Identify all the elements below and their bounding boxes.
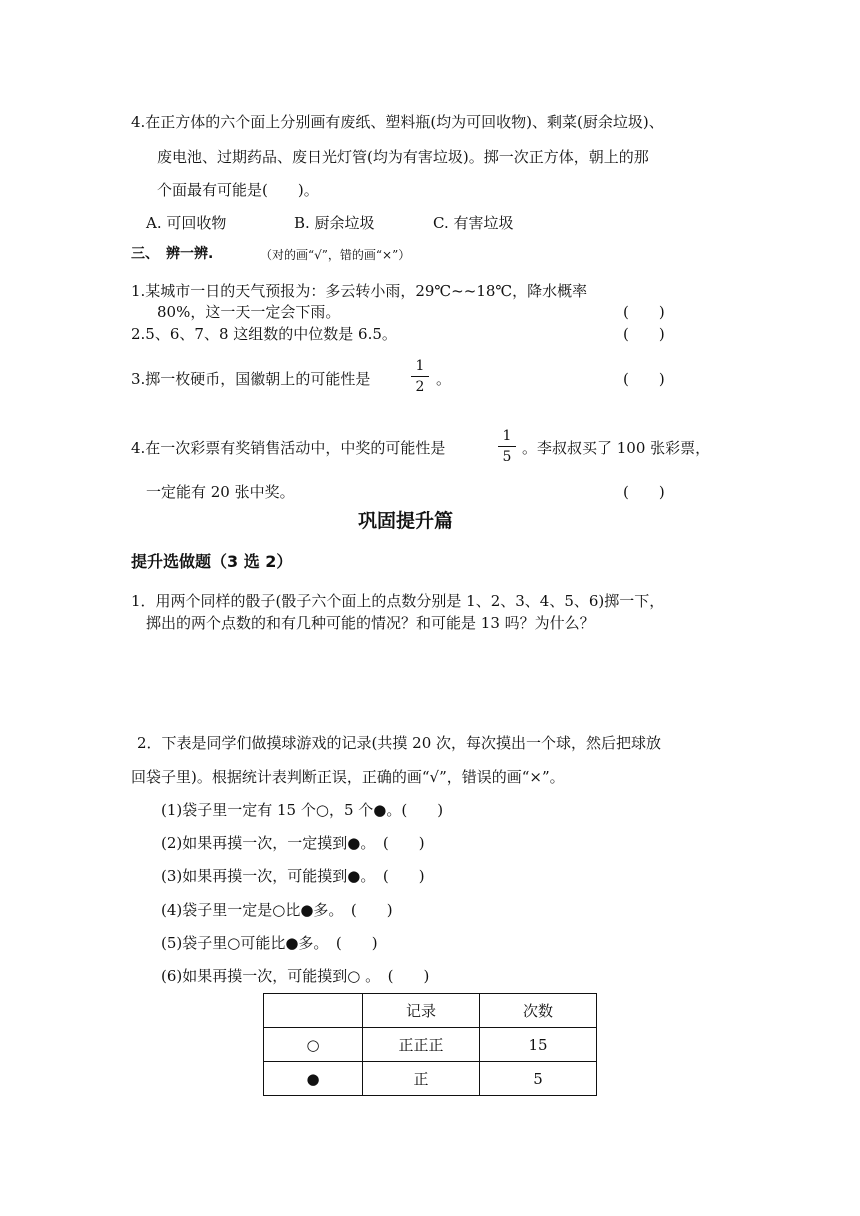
q4-line3: 个面最有可能是( )。 bbox=[157, 181, 319, 199]
p2-item5: (5)袋子里○可能比●多。 ( ) bbox=[161, 934, 378, 952]
p1-line1: 1．用两个同样的骰子(骰子六个面上的点数分别是 1、2、3、4、5、6)掷一下， bbox=[131, 592, 665, 610]
s3-item3-answer-paren[interactable]: ( ) bbox=[623, 370, 665, 388]
s3-item4-text: 4.在一次彩票有奖销售活动中，中奖的可能性是 bbox=[131, 439, 446, 457]
s3-item4-after: 。李叔叔买了 100 张彩票， bbox=[522, 439, 711, 457]
s3-item4-fraction bbox=[498, 428, 516, 465]
table-cell: ● bbox=[264, 1062, 363, 1096]
s3-item1-line1: 1.某城市一日的天气预报为：多云转小雨，29℃~~18℃，降水概率 bbox=[131, 282, 588, 300]
table-row bbox=[264, 1062, 597, 1096]
table-cell: 15 bbox=[480, 1028, 597, 1062]
table-cell: ○ bbox=[264, 1028, 363, 1062]
table-header-row bbox=[264, 994, 597, 1028]
table-cell: 正正正 bbox=[363, 1028, 480, 1062]
fraction-denominator: 2 bbox=[415, 379, 425, 395]
q4-option-c: C. 有害垃圾 bbox=[433, 214, 514, 232]
subheading: 提升选做题（3 选 2） bbox=[131, 552, 293, 571]
table-header-cell: 次数 bbox=[480, 994, 597, 1028]
s3-item1-answer-paren[interactable]: ( ) bbox=[623, 303, 665, 321]
p2-line2: 回袋子里)。根据统计表判断正误，正确的画“√”，错误的画“×”。 bbox=[131, 768, 565, 786]
p2-item3: (3)如果再摸一次，可能摸到●。 ( ) bbox=[161, 867, 425, 885]
table-row bbox=[264, 1028, 597, 1062]
q4-option-a: A. 可回收物 bbox=[146, 214, 227, 232]
s3-item3-text: 3.掷一枚硬币，国徽朝上的可能性是 bbox=[131, 370, 371, 388]
table-cell: 正 bbox=[363, 1062, 480, 1096]
s3-item3-after: 。 bbox=[436, 370, 452, 388]
record-table bbox=[263, 993, 597, 1096]
s3-item2-answer-paren[interactable]: ( ) bbox=[623, 325, 665, 343]
p2-line1: 2．下表是同学们做摸球游戏的记录(共摸 20 次，每次摸出一个球，然后把球放 bbox=[137, 734, 662, 752]
fraction-numerator: 1 bbox=[502, 428, 512, 444]
fraction-bar bbox=[498, 446, 516, 447]
section3-note: （对的画“√”，错的画“×”） bbox=[260, 248, 411, 262]
table-header-cell: 记录 bbox=[363, 994, 480, 1028]
q4-line1: 4.在正方体的六个面上分别画有废纸、塑料瓶(均为可回收物)、剩菜(厨余垃圾)、 bbox=[131, 113, 664, 131]
table-header-cell bbox=[264, 994, 363, 1028]
table-cell: 5 bbox=[480, 1062, 597, 1096]
p2-item1: (1)袋子里一定有 15 个○，5 个●。( ) bbox=[161, 801, 444, 819]
p1-line2: 掷出的两个点数的和有几种可能的情况？和可能是 13 吗？为什么？ bbox=[146, 614, 595, 632]
q4-line2: 废电池、过期药品、废日光灯管(均为有害垃圾)。掷一次正方体，朝上的那 bbox=[157, 148, 649, 166]
q4-option-b: B. 厨余垃圾 bbox=[294, 214, 375, 232]
section3-title: 三、 辨一辨. bbox=[131, 246, 214, 262]
p2-item4: (4)袋子里一定是○比●多。 ( ) bbox=[161, 901, 393, 919]
p2-item6: (6)如果再摸一次，可能摸到○ 。 ( ) bbox=[161, 967, 430, 985]
s3-item4-answer-paren[interactable]: ( ) bbox=[623, 483, 665, 501]
section-heading: 巩固提升篇 bbox=[358, 510, 454, 532]
s3-item4-line2: 一定能有 20 张中奖。 bbox=[146, 483, 295, 501]
p2-item2: (2)如果再摸一次，一定摸到●。 ( ) bbox=[161, 834, 425, 852]
fraction-denominator: 5 bbox=[502, 449, 512, 465]
s3-item3-fraction bbox=[411, 358, 429, 395]
fraction-bar bbox=[411, 376, 429, 377]
s3-item2-line1: 2.5、6、7、8 这组数的中位数是 6.5。 bbox=[131, 325, 397, 343]
s3-item1-line2: 80%，这一天一定会下雨。 bbox=[157, 303, 341, 321]
fraction-numerator: 1 bbox=[415, 358, 425, 374]
